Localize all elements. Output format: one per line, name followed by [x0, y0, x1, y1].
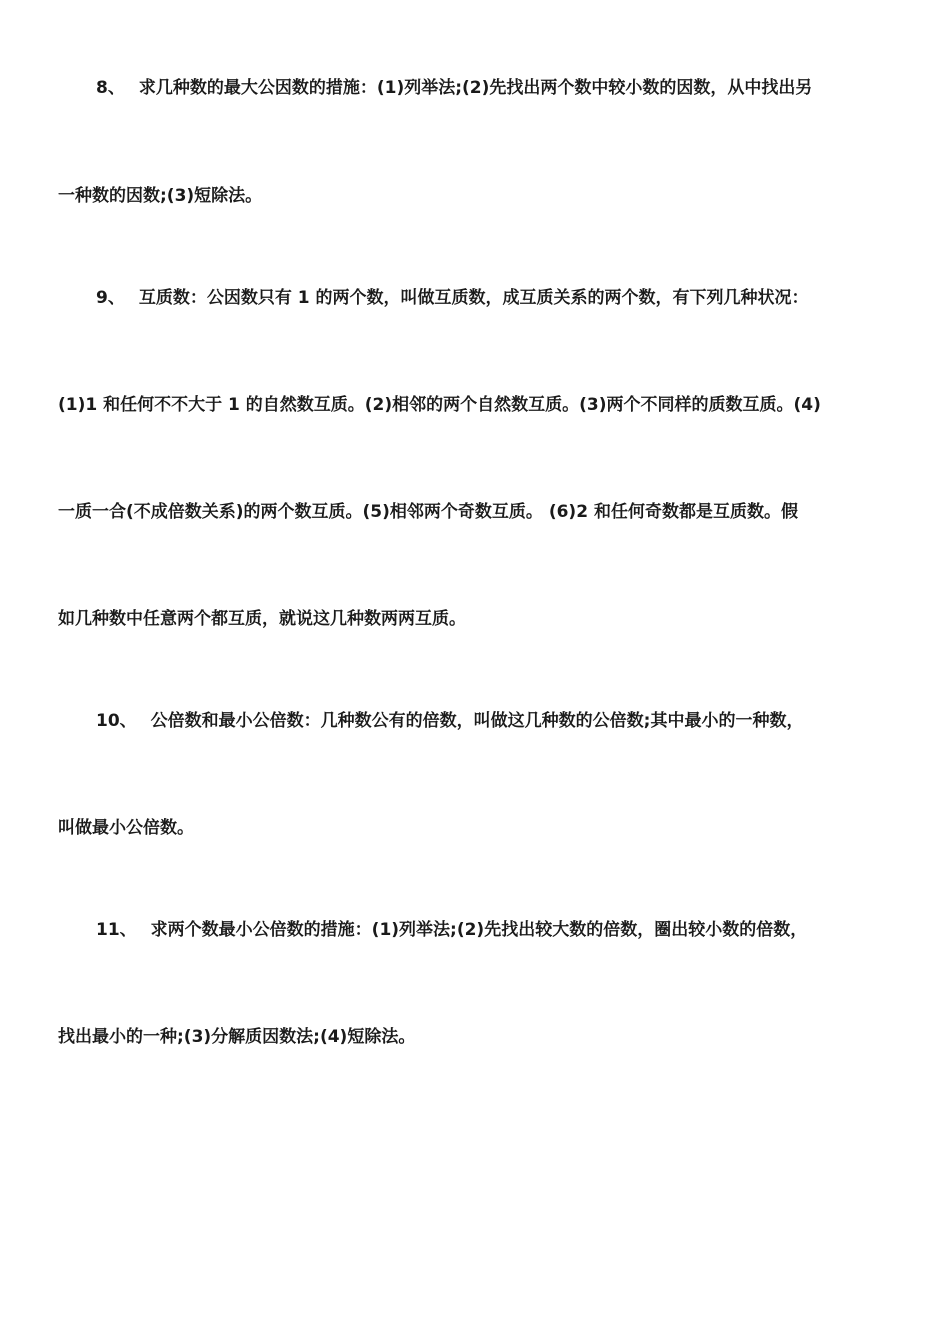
- item-9-line-1: [96, 286, 898, 310]
- item-number: 9、: [96, 288, 125, 308]
- item-text: 一质一合(不成倍数关系)的两个数互质。(5)相邻两个奇数互质。 (6)2 和任何奇数都是互质数。假: [58, 502, 798, 522]
- item-text: 公倍数和最小公倍数：几种数公有的倍数，叫做这几种数的公倍数;其中最小的一种数，: [150, 711, 804, 731]
- item-text: 叫做最小公倍数。: [58, 818, 194, 838]
- item-10-line-2: [58, 816, 898, 840]
- item-text: 如几种数中任意两个都互质，就说这几种数两两互质。: [58, 609, 466, 629]
- item-number: 8、: [96, 78, 125, 98]
- item-text: 互质数：公因数只有 1 的两个数，叫做互质数，成互质关系的两个数，有下列几种状况：: [138, 288, 809, 308]
- item-text: 一种数的因数;(3)短除法。: [58, 186, 263, 206]
- item-text: (1)1 和任何不不大于 1 的自然数互质。(2)相邻的两个自然数互质。(3)两个不同样的质数互质。(4): [58, 395, 821, 415]
- item-11-line-1: [96, 918, 898, 942]
- item-8-line-1: [96, 76, 898, 100]
- item-8-line-2: [58, 184, 898, 208]
- item-number: 11、: [96, 920, 137, 940]
- item-text: 找出最小的一种;(3)分解质因数法;(4)短除法。: [58, 1027, 416, 1047]
- item-number: 10、: [96, 711, 137, 731]
- item-9-line-2: [58, 393, 898, 417]
- item-9-line-4: [58, 607, 898, 631]
- item-10-line-1: [96, 709, 898, 733]
- item-text: 求几种数的最大公因数的措施：(1)列举法;(2)先找出两个数中较小数的因数，从中找出另: [138, 78, 813, 98]
- item-11-line-2: [58, 1025, 898, 1049]
- item-9-line-3: [58, 500, 898, 524]
- item-text: 求两个数最小公倍数的措施：(1)列举法;(2)先找出较大数的倍数，圈出较小数的倍数，: [150, 920, 808, 940]
